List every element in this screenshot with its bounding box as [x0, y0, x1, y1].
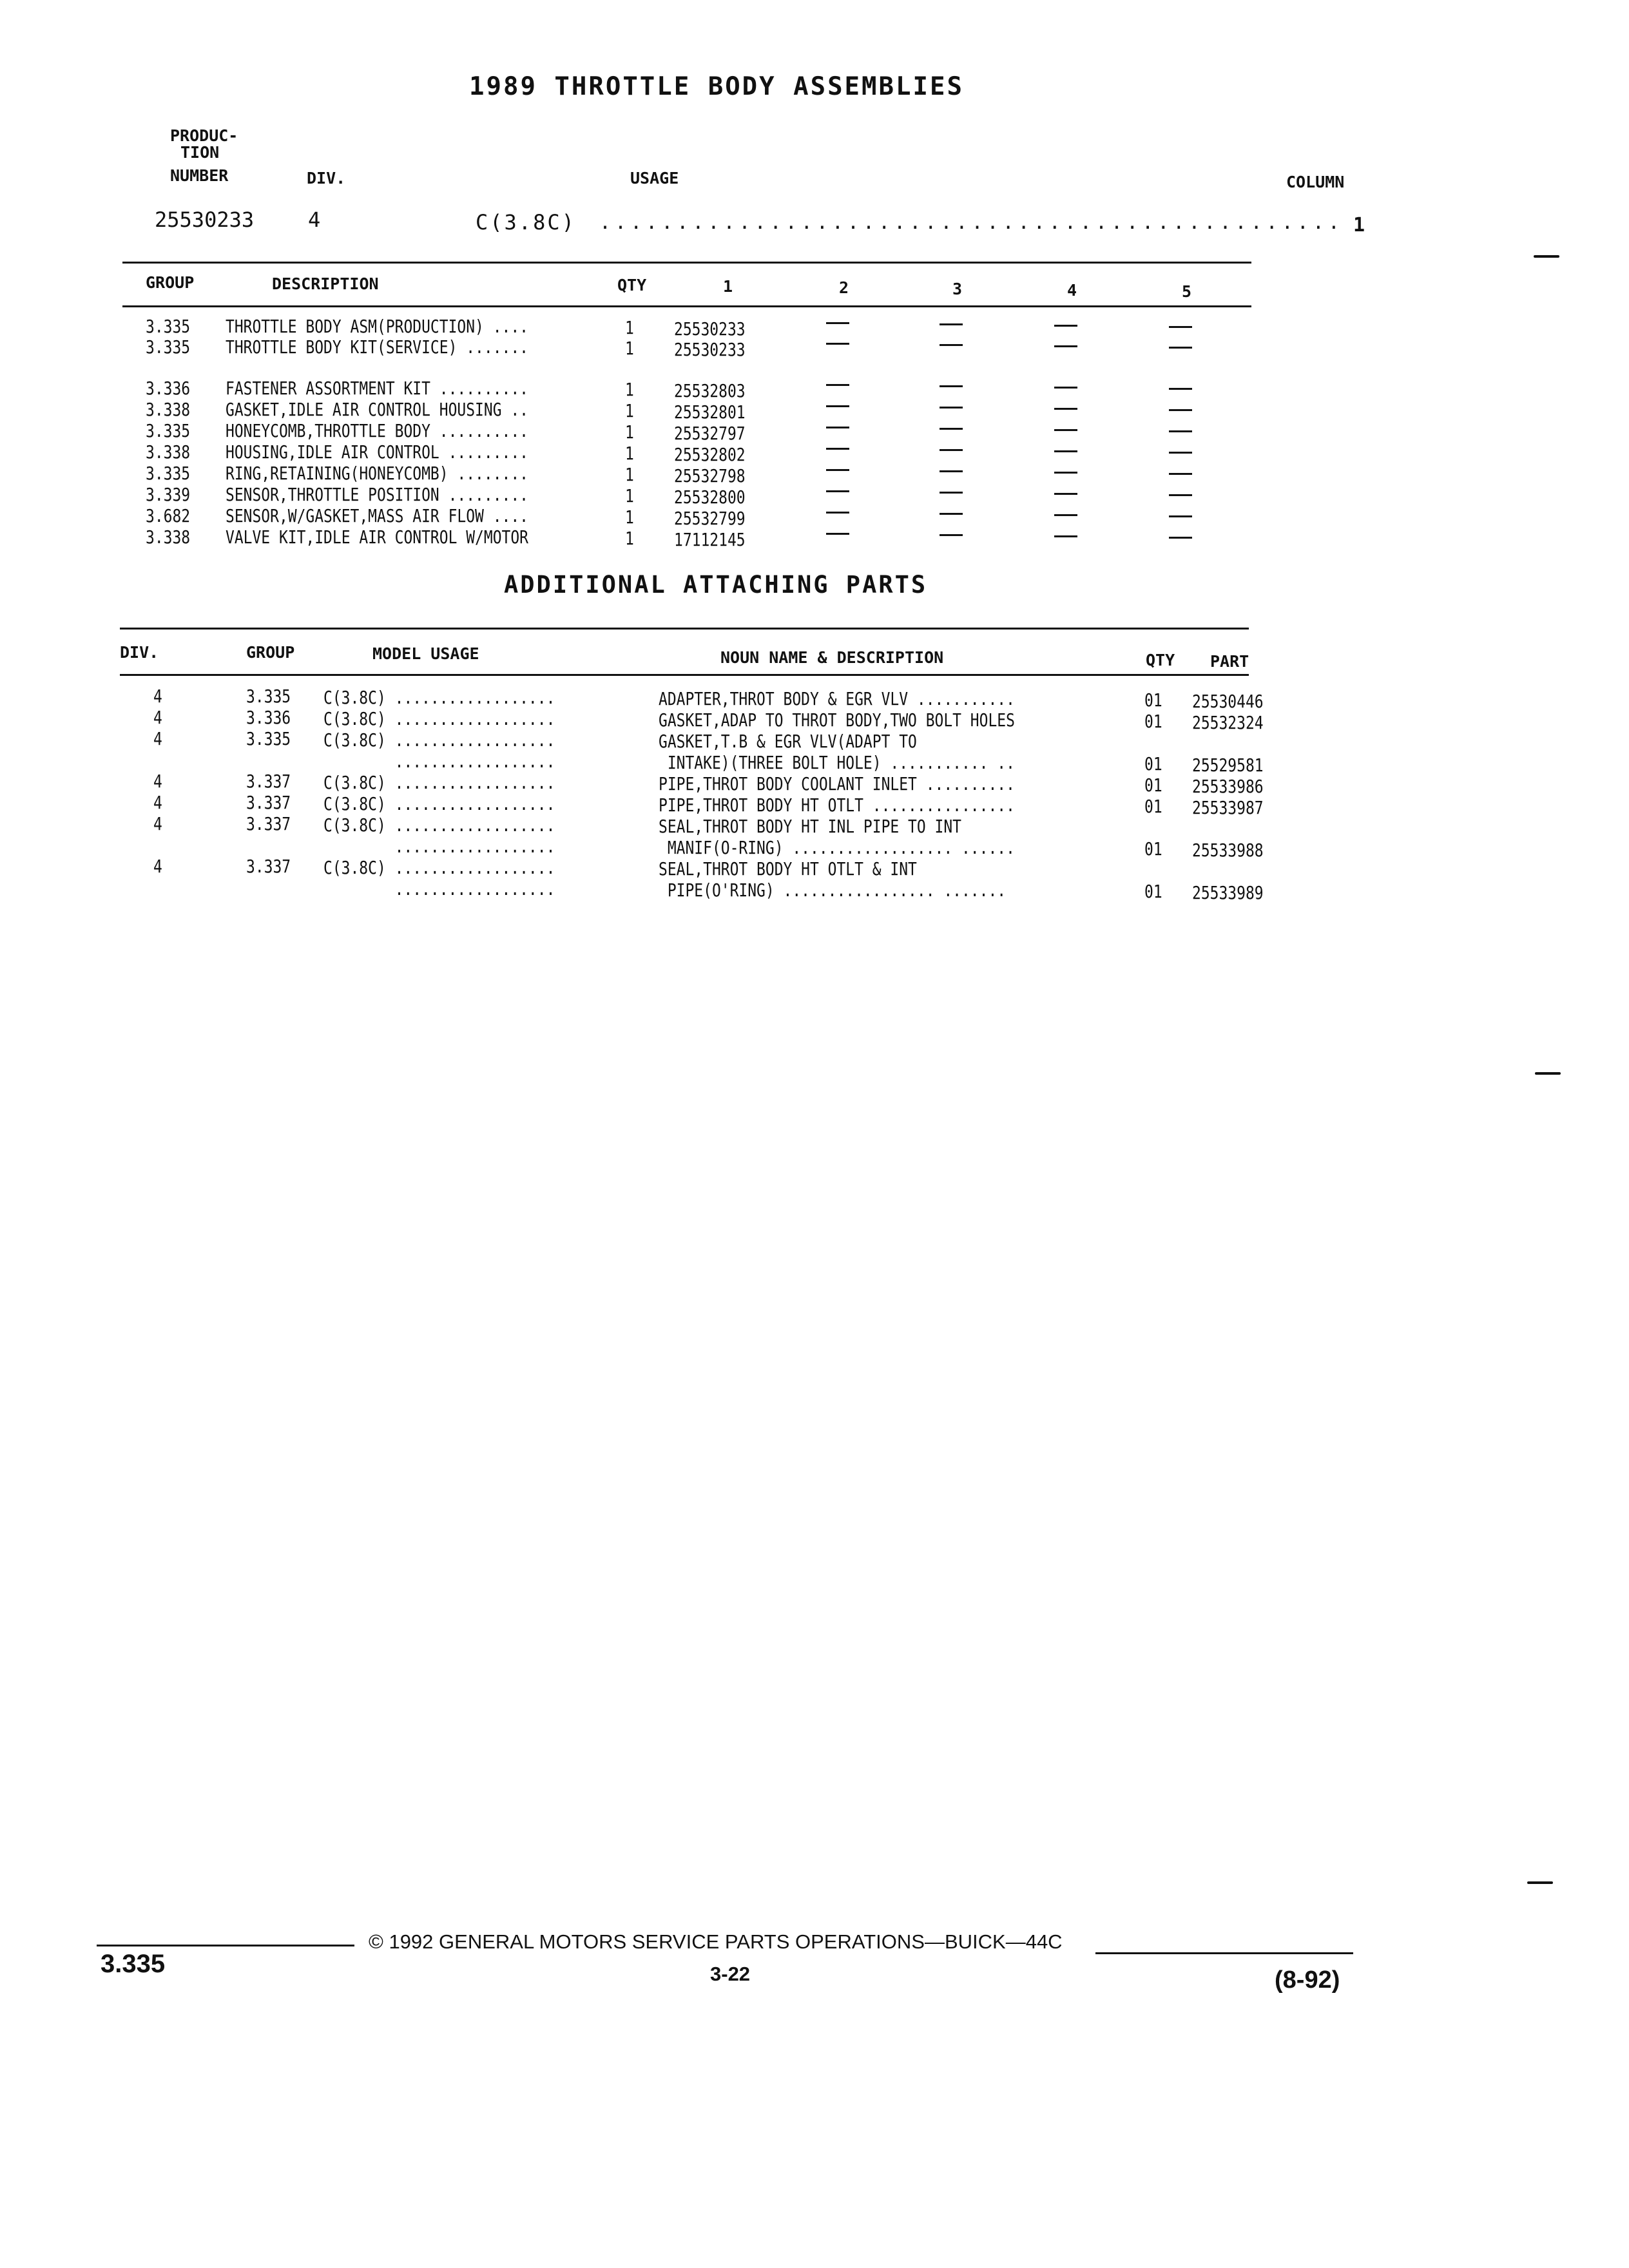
production-label-1: PRODUC-: [170, 126, 238, 145]
attaching-header-group: GROUP: [246, 643, 295, 662]
parts-row-dash: [826, 405, 849, 407]
attaching-row-model: C(3.8C) ..................: [323, 772, 555, 793]
parts-row-dash: [1169, 494, 1192, 496]
attaching-row-model: ..................: [323, 878, 555, 899]
parts-row-dash: [1054, 450, 1077, 452]
parts-header-col-2: 2: [839, 278, 849, 297]
parts-row-dash: [940, 449, 963, 451]
parts-row-dash: [1054, 514, 1077, 516]
footer-page-number: 3-22: [710, 1963, 751, 1985]
parts-row-dash: [826, 322, 849, 324]
attaching-row-qty: 01: [1144, 838, 1162, 860]
parts-row-dash: [826, 427, 849, 428]
footer-section: 3.335: [101, 1950, 166, 1978]
parts-row-group: 3.335: [146, 463, 191, 484]
attaching-row-model: C(3.8C) ..................: [323, 729, 555, 751]
parts-row-qty: 1: [625, 317, 634, 338]
div-label: DIV.: [307, 169, 346, 187]
parts-row-dash: [1169, 347, 1192, 349]
attaching-row-qty: 01: [1144, 753, 1162, 774]
attaching-header-noun: NOUN NAME & DESCRIPTION: [720, 648, 944, 667]
attaching-row-model: C(3.8C) ..................: [323, 708, 555, 729]
footer-rule-right: [1095, 1952, 1353, 1954]
attaching-row-group: 3.335: [246, 728, 291, 749]
parts-row-dash: [940, 385, 963, 387]
production-div: 4: [308, 207, 321, 232]
production-column: 1: [1353, 214, 1365, 236]
attaching-row-noun: SEAL,THROT BODY HT INL PIPE TO INT: [659, 816, 961, 837]
footer-copyright: © 1992 GENERAL MOTORS SERVICE PARTS OPERATIONS—BUICK—44C: [369, 1930, 1063, 1953]
parts-row-dash: [940, 492, 963, 494]
parts-row-part: 25532800: [674, 486, 746, 508]
attaching-header-part: PART: [1210, 652, 1249, 671]
parts-row-description: RING,RETAINING(HONEYCOMB) ........: [226, 463, 528, 484]
footer-date: (8-92): [1275, 1966, 1340, 1994]
parts-row-dash: [1054, 535, 1077, 537]
attaching-row-noun: SEAL,THROT BODY HT OTLT & INT: [659, 858, 917, 879]
parts-row-dash: [940, 534, 963, 536]
parts-row-qty: 1: [625, 400, 634, 421]
attaching-row-noun: GASKET,ADAP TO THROT BODY,TWO BOLT HOLES: [659, 709, 1015, 731]
parts-row-dash: [1054, 408, 1077, 410]
attaching-row-part: 25533986: [1192, 776, 1264, 797]
parts-header-group: GROUP: [146, 273, 195, 292]
parts-table-top-rule: [122, 262, 1251, 264]
parts-row-description: SENSOR,THROTTLE POSITION .........: [226, 484, 528, 505]
attaching-row-div: 4: [153, 686, 162, 707]
parts-row-part: 25532797: [674, 423, 746, 444]
parts-row-dash: [940, 407, 963, 408]
parts-row-qty: 1: [625, 421, 634, 443]
margin-mark: [1534, 255, 1559, 258]
parts-row-description: HOUSING,IDLE AIR CONTROL .........: [226, 441, 528, 463]
attaching-row-noun: PIPE(O'RING) ................. .......: [659, 879, 1007, 901]
attaching-row-qty: 01: [1144, 796, 1162, 817]
attaching-row-part: 25530446: [1192, 691, 1264, 712]
parts-row-dash: [1054, 345, 1077, 347]
attaching-row-model: C(3.8C) ..................: [323, 793, 555, 814]
parts-row-description: VALVE KIT,IDLE AIR CONTROL W/MOTOR: [226, 526, 528, 548]
parts-row-dash: [826, 512, 849, 514]
parts-row-part: 25530233: [674, 339, 746, 360]
attaching-row-noun: INTAKE)(THREE BOLT HOLE) ........... ..: [659, 752, 1015, 773]
parts-row-dash: [826, 343, 849, 345]
parts-row-dash: [826, 384, 849, 386]
parts-row-part: 17112145: [674, 529, 746, 550]
additional-title: ADDITIONAL ATTACHING PARTS: [504, 571, 928, 599]
parts-header-description: DESCRIPTION: [272, 274, 379, 293]
parts-row-part: 25532803: [674, 380, 746, 401]
parts-row-dash: [940, 428, 963, 430]
parts-row-dash: [1169, 388, 1192, 390]
attaching-row-noun: ADAPTER,THROT BODY & EGR VLV ...........: [659, 688, 1015, 709]
attaching-row-noun: PIPE,THROT BODY COOLANT INLET ..........: [659, 773, 1015, 794]
attaching-row-model: C(3.8C) ..................: [323, 814, 555, 836]
attaching-row-part: 25532324: [1192, 712, 1264, 733]
attaching-table-header-rule: [120, 674, 1249, 676]
parts-row-dash: [1169, 537, 1192, 539]
parts-row-dash: [940, 470, 963, 472]
production-label-3: NUMBER: [170, 166, 229, 185]
parts-row-dash: [1054, 325, 1077, 327]
attaching-row-qty: 01: [1144, 881, 1162, 902]
parts-row-dash: [940, 323, 963, 325]
production-label-2: TION: [180, 143, 220, 162]
parts-header-col-4: 4: [1067, 281, 1077, 300]
parts-row-dash: [1169, 326, 1192, 328]
parts-row-description: FASTENER ASSORTMENT KIT ..........: [226, 378, 528, 399]
production-number: 25530233: [155, 207, 255, 232]
parts-row-qty: 1: [625, 464, 634, 485]
parts-row-dash: [1169, 452, 1192, 454]
parts-row-qty: 1: [625, 506, 634, 528]
parts-row-dash: [1054, 472, 1077, 474]
parts-row-group: 3.335: [146, 420, 191, 441]
parts-row-qty: 1: [625, 338, 634, 359]
page-title: 1989 THROTTLE BODY ASSEMBLIES: [469, 72, 964, 101]
margin-mark: [1527, 1881, 1553, 1884]
parts-row-dash: [1054, 387, 1077, 389]
parts-header-col-5: 5: [1182, 282, 1192, 301]
attaching-header-model-usage: MODEL USAGE: [372, 644, 479, 663]
attaching-row-model: C(3.8C) ..................: [323, 857, 555, 878]
production-usage: C(3.8C): [476, 210, 576, 235]
parts-row-group: 3.339: [146, 484, 191, 505]
attaching-table-top-rule: [120, 628, 1249, 629]
parts-row-qty: 1: [625, 528, 634, 549]
parts-row-dash: [826, 533, 849, 535]
parts-row-group: 3.335: [146, 316, 191, 337]
parts-row-group: 3.338: [146, 441, 191, 463]
attaching-row-model: ..................: [323, 751, 555, 772]
parts-row-part: 25532799: [674, 508, 746, 529]
parts-row-dash: [826, 469, 849, 471]
attaching-row-model: ..................: [323, 836, 555, 857]
parts-table-header-rule: [122, 305, 1251, 307]
parts-header-col-1: 1: [723, 277, 733, 296]
parts-row-part: 25532802: [674, 444, 746, 465]
attaching-row-part: 25533988: [1192, 840, 1264, 861]
usage-label: USAGE: [630, 169, 679, 187]
attaching-row-group: 3.337: [246, 813, 291, 834]
attaching-row-part: 25529581: [1192, 754, 1264, 776]
parts-row-dash: [1169, 409, 1192, 411]
attaching-row-div: 4: [153, 856, 162, 877]
column-label: COLUMN: [1286, 173, 1345, 191]
attaching-row-model: C(3.8C) ..................: [323, 687, 555, 708]
parts-row-dash: [940, 513, 963, 515]
attaching-row-qty: 01: [1144, 689, 1162, 711]
parts-row-group: 3.682: [146, 505, 191, 526]
attaching-row-group: 3.336: [246, 707, 291, 728]
parts-row-dash: [826, 448, 849, 450]
attaching-header-div: DIV.: [120, 643, 159, 662]
parts-row-part: 25532801: [674, 401, 746, 423]
attaching-row-noun: GASKET,T.B & EGR VLV(ADAPT TO: [659, 731, 917, 752]
parts-row-group: 3.336: [146, 378, 191, 399]
parts-row-part: 25530233: [674, 318, 746, 340]
parts-row-group: 3.338: [146, 399, 191, 420]
attaching-row-div: 4: [153, 813, 162, 834]
parts-header-col-3: 3: [952, 280, 963, 298]
parts-row-group: 3.335: [146, 336, 191, 358]
attaching-row-qty: 01: [1144, 774, 1162, 796]
attaching-row-div: 4: [153, 728, 162, 749]
attaching-header-qty: QTY: [1146, 651, 1175, 669]
parts-row-dash: [1054, 429, 1077, 431]
attaching-row-div: 4: [153, 771, 162, 792]
parts-row-dash: [826, 490, 849, 492]
parts-row-qty: 1: [625, 443, 634, 464]
parts-row-part: 25532798: [674, 465, 746, 486]
parts-row-qty: 1: [625, 379, 634, 400]
parts-row-dash: [1169, 515, 1192, 517]
attaching-row-part: 25533989: [1192, 882, 1264, 903]
attaching-row-qty: 01: [1144, 711, 1162, 732]
parts-row-description: HONEYCOMB,THROTTLE BODY ..........: [226, 420, 528, 441]
attaching-row-noun: PIPE,THROT BODY HT OTLT ................: [659, 794, 1015, 816]
parts-row-qty: 1: [625, 485, 634, 506]
footer-rule-left: [97, 1945, 354, 1946]
parts-row-dash: [1054, 493, 1077, 495]
attaching-row-noun: MANIF(O-RING) .................. ......: [659, 837, 1015, 858]
parts-row-description: THROTTLE BODY KIT(SERVICE) .......: [226, 336, 528, 358]
attaching-row-group: 3.337: [246, 856, 291, 877]
parts-row-dash: [1169, 473, 1192, 475]
attaching-row-div: 4: [153, 792, 162, 813]
parts-row-description: SENSOR,W/GASKET,MASS AIR FLOW ....: [226, 505, 528, 526]
parts-row-description: GASKET,IDLE AIR CONTROL HOUSING ..: [226, 399, 528, 420]
attaching-row-group: 3.337: [246, 792, 291, 813]
attaching-row-div: 4: [153, 707, 162, 728]
parts-row-group: 3.338: [146, 526, 191, 548]
parts-header-qty: QTY: [617, 276, 647, 294]
margin-mark: [1535, 1072, 1561, 1075]
production-leader-dots: ................................................: [599, 211, 1344, 234]
attaching-row-part: 25533987: [1192, 797, 1264, 818]
parts-row-dash: [940, 344, 963, 346]
attaching-row-group: 3.335: [246, 686, 291, 707]
parts-row-dash: [1169, 430, 1192, 432]
parts-row-description: THROTTLE BODY ASM(PRODUCTION) ....: [226, 316, 528, 337]
attaching-row-group: 3.337: [246, 771, 291, 792]
